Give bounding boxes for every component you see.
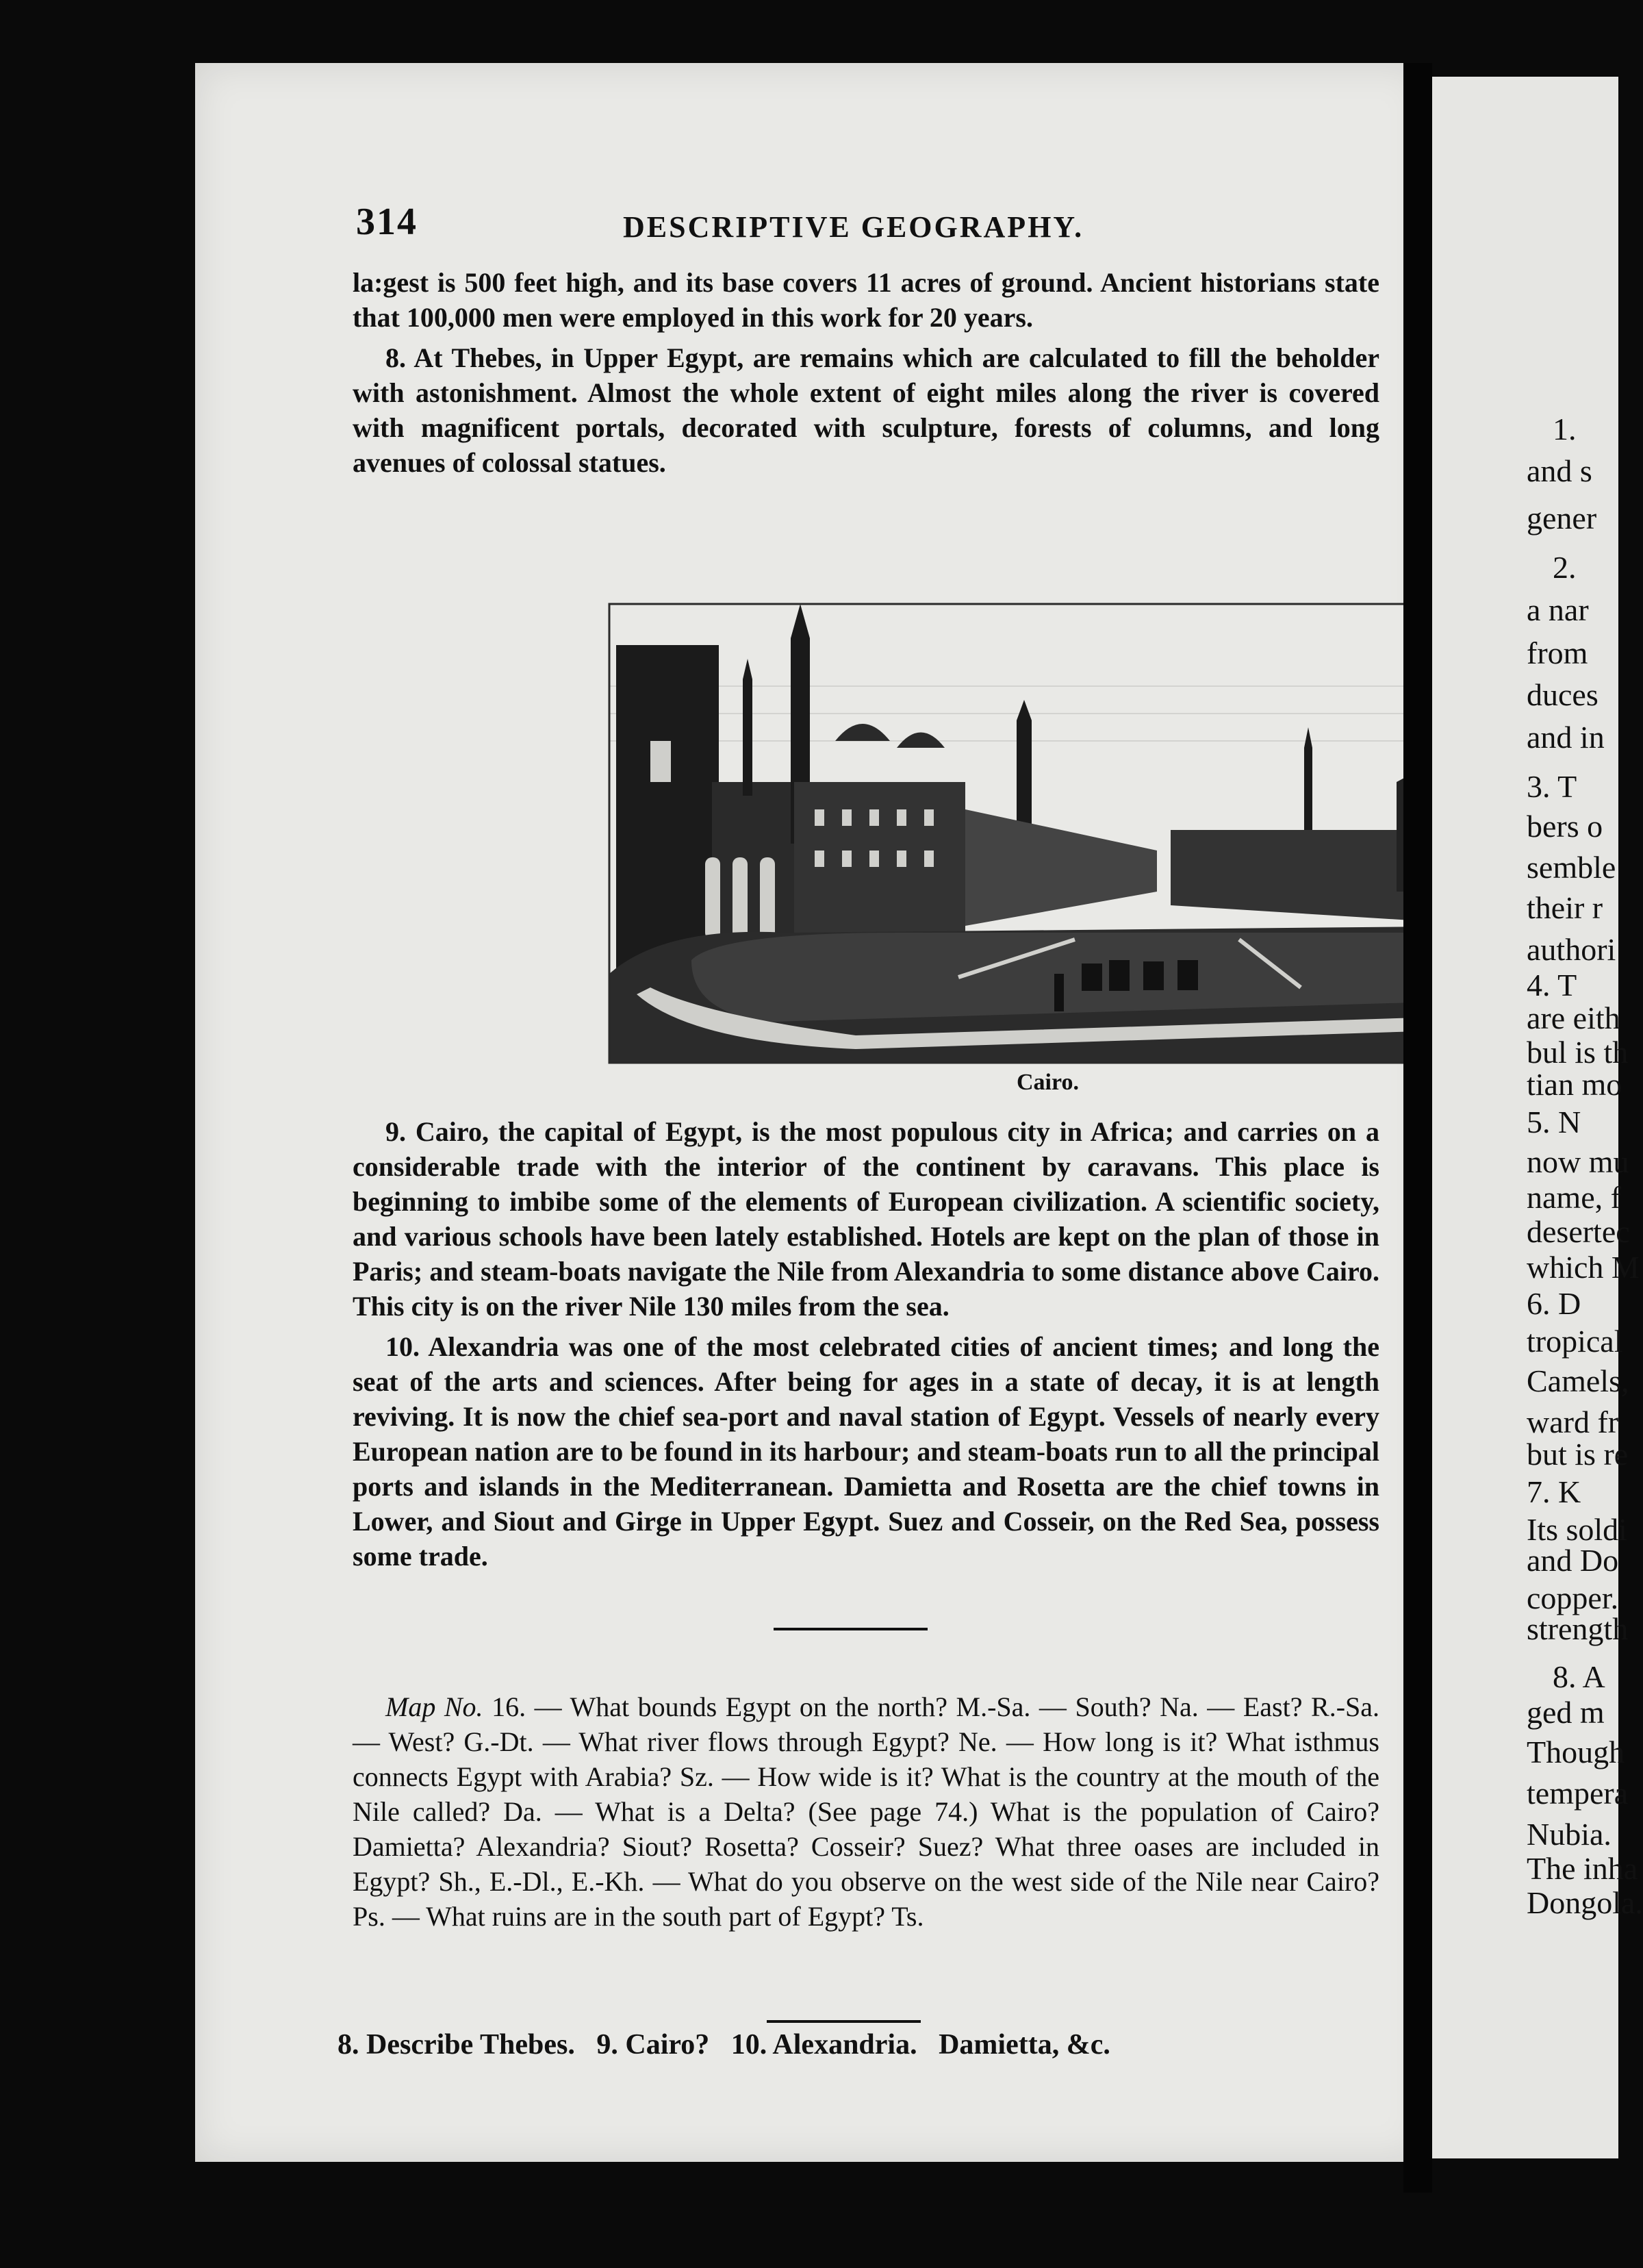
facing-page-line: copper. xyxy=(1527,1580,1619,1615)
facing-page-line: tempera xyxy=(1527,1776,1629,1811)
facing-page-line: 7. K xyxy=(1527,1474,1581,1509)
facing-page-line: The inha xyxy=(1527,1851,1638,1886)
figure-caption: Cairo. xyxy=(1017,1070,1079,1095)
facing-page-line: bul is th xyxy=(1527,1035,1629,1070)
facing-page-line: their r xyxy=(1527,890,1603,925)
map-questions xyxy=(353,1689,1379,1934)
facing-page-line: 3. T xyxy=(1527,769,1577,804)
map-label: Map No. xyxy=(385,1691,483,1722)
facing-page-line: Camels, xyxy=(1527,1363,1629,1398)
facing-page-line: bers o xyxy=(1527,809,1603,844)
facing-page-line: from xyxy=(1527,635,1588,670)
facing-page-line: gener xyxy=(1527,501,1597,536)
facing-page-line: semble xyxy=(1527,850,1616,885)
text-block-middle xyxy=(353,1114,1379,1574)
paragraph-7-tail: la:gest is 500 feet high, and its base covers 11 acres of ground. Ancient historians state that 100,000 men were employed in this work for 20 years. xyxy=(353,267,1379,333)
facing-page-line: but is re xyxy=(1527,1437,1629,1472)
facing-page-line: and Do xyxy=(1527,1543,1619,1578)
facing-page-line: now mu xyxy=(1527,1144,1629,1179)
facing-page-fragment xyxy=(1432,77,1643,2158)
facing-page-line: which M xyxy=(1527,1250,1640,1285)
facing-page-line: name, f xyxy=(1527,1180,1621,1215)
facing-page-line: 6. D xyxy=(1527,1286,1581,1321)
facing-page-line: are eith xyxy=(1527,1000,1620,1035)
review-questions: 8. Describe Thebes. 9. Cairo? 10. Alexandria. Damietta, &c. xyxy=(337,2029,1110,2061)
facing-page-line: Nubia. xyxy=(1527,1817,1612,1852)
facing-page-line: authori xyxy=(1527,932,1616,967)
book-gutter xyxy=(1403,63,1432,2193)
facing-page-line: ward fr xyxy=(1527,1404,1619,1439)
facing-page-line: desertec xyxy=(1527,1214,1630,1249)
running-title: DESCRIPTIVE GEOGRAPHY. xyxy=(623,210,1084,244)
facing-page-line: 2. xyxy=(1553,550,1577,585)
facing-page-line: Though xyxy=(1527,1735,1625,1769)
paragraph-10: 10. Alexandria was one of the most celebrated cities of ancient times; and long the seat of the arts and sciences. After being for ages in a state of decay, it is at length reviving. It is now the chief sea-port and naval station of Egypt. Vessels of nearly every European nation are to be found in its harbour; and steam-boats run to all the principal ports and islands in the Mediterranean. Damietta and Rosetta are the chief towns in Lower, and Siout and Girge in Upper Egypt. Suez and Cosseir, on the Red Sea, possess some trade. xyxy=(353,1331,1379,1572)
facing-page-line: Its soldi xyxy=(1527,1512,1627,1547)
text-block-top xyxy=(353,265,1379,480)
facing-page-line: 8. A xyxy=(1553,1659,1605,1694)
facing-page-line: a nar xyxy=(1527,592,1589,627)
facing-page-line: 1. xyxy=(1553,412,1577,446)
paragraph-8: 8. At Thebes, in Upper Egypt, are remains which are calculated to fill the beholder with astonishment. Almost the whole extent of eight miles along the river is covered with magnificent portals, decorated with sculpture, forests of columns, and long avenues of colossal statues. xyxy=(353,342,1379,478)
cairo-engraving xyxy=(609,604,1506,1063)
page-number: 314 xyxy=(356,201,418,243)
facing-page-line: tropical xyxy=(1527,1324,1623,1359)
page-header xyxy=(356,200,1424,248)
facing-page-line: 4. T xyxy=(1527,968,1577,1003)
facing-page-line: 5. N xyxy=(1527,1105,1581,1139)
facing-page-line: and in xyxy=(1527,720,1605,755)
map-questions-text: 16. — What bounds Egypt on the north? M.-Sa. — South? Na. — East? R.-Sa. — West? G.-Dt. — What river flows through Egypt? Ne. — How long is it? What isthmus connects Egypt with Arabia? Sz. — How wide is it? What is the country at the mouth of the Nile called? Da. — What is a Delta? (See page 74.) What is the population of Cairo? Damietta? Alexandria? Siout? Rosetta? Cosseir? Suez? What three oases are included in Egypt? Sh., E.-Dl., E.-Kh. — What do you observe on the west side of the Nile near Cairo? Ps. — What ruins are in the south part of Egypt? Ts. xyxy=(353,1691,1380,1932)
review-divider xyxy=(767,2020,921,2023)
facing-page-line: Dongola. xyxy=(1527,1885,1643,1920)
facing-page-line: and s xyxy=(1527,453,1592,488)
paragraph-9: 9. Cairo, the capital of Egypt, is the most populous city in Africa; and carries on a considerable trade with the interior of the continent by caravans. This place is beginning to imbibe some of the elements of European civilization. A scientific society, and various schools have been lately established. Hotels are kept on the plan of those in Paris; and steam-boats navigate the Nile from Alexandria to some distance above Cairo. This city is on the river Nile 130 miles from the sea. xyxy=(353,1116,1379,1322)
book-page xyxy=(195,63,1426,2162)
facing-page-line: ged m xyxy=(1527,1695,1605,1730)
page-content xyxy=(195,63,1426,2162)
facing-page-line: duces xyxy=(1527,677,1599,712)
facing-page-line: strength xyxy=(1527,1611,1629,1646)
facing-page-line: tian mo xyxy=(1527,1067,1622,1102)
section-divider xyxy=(774,1628,928,1630)
